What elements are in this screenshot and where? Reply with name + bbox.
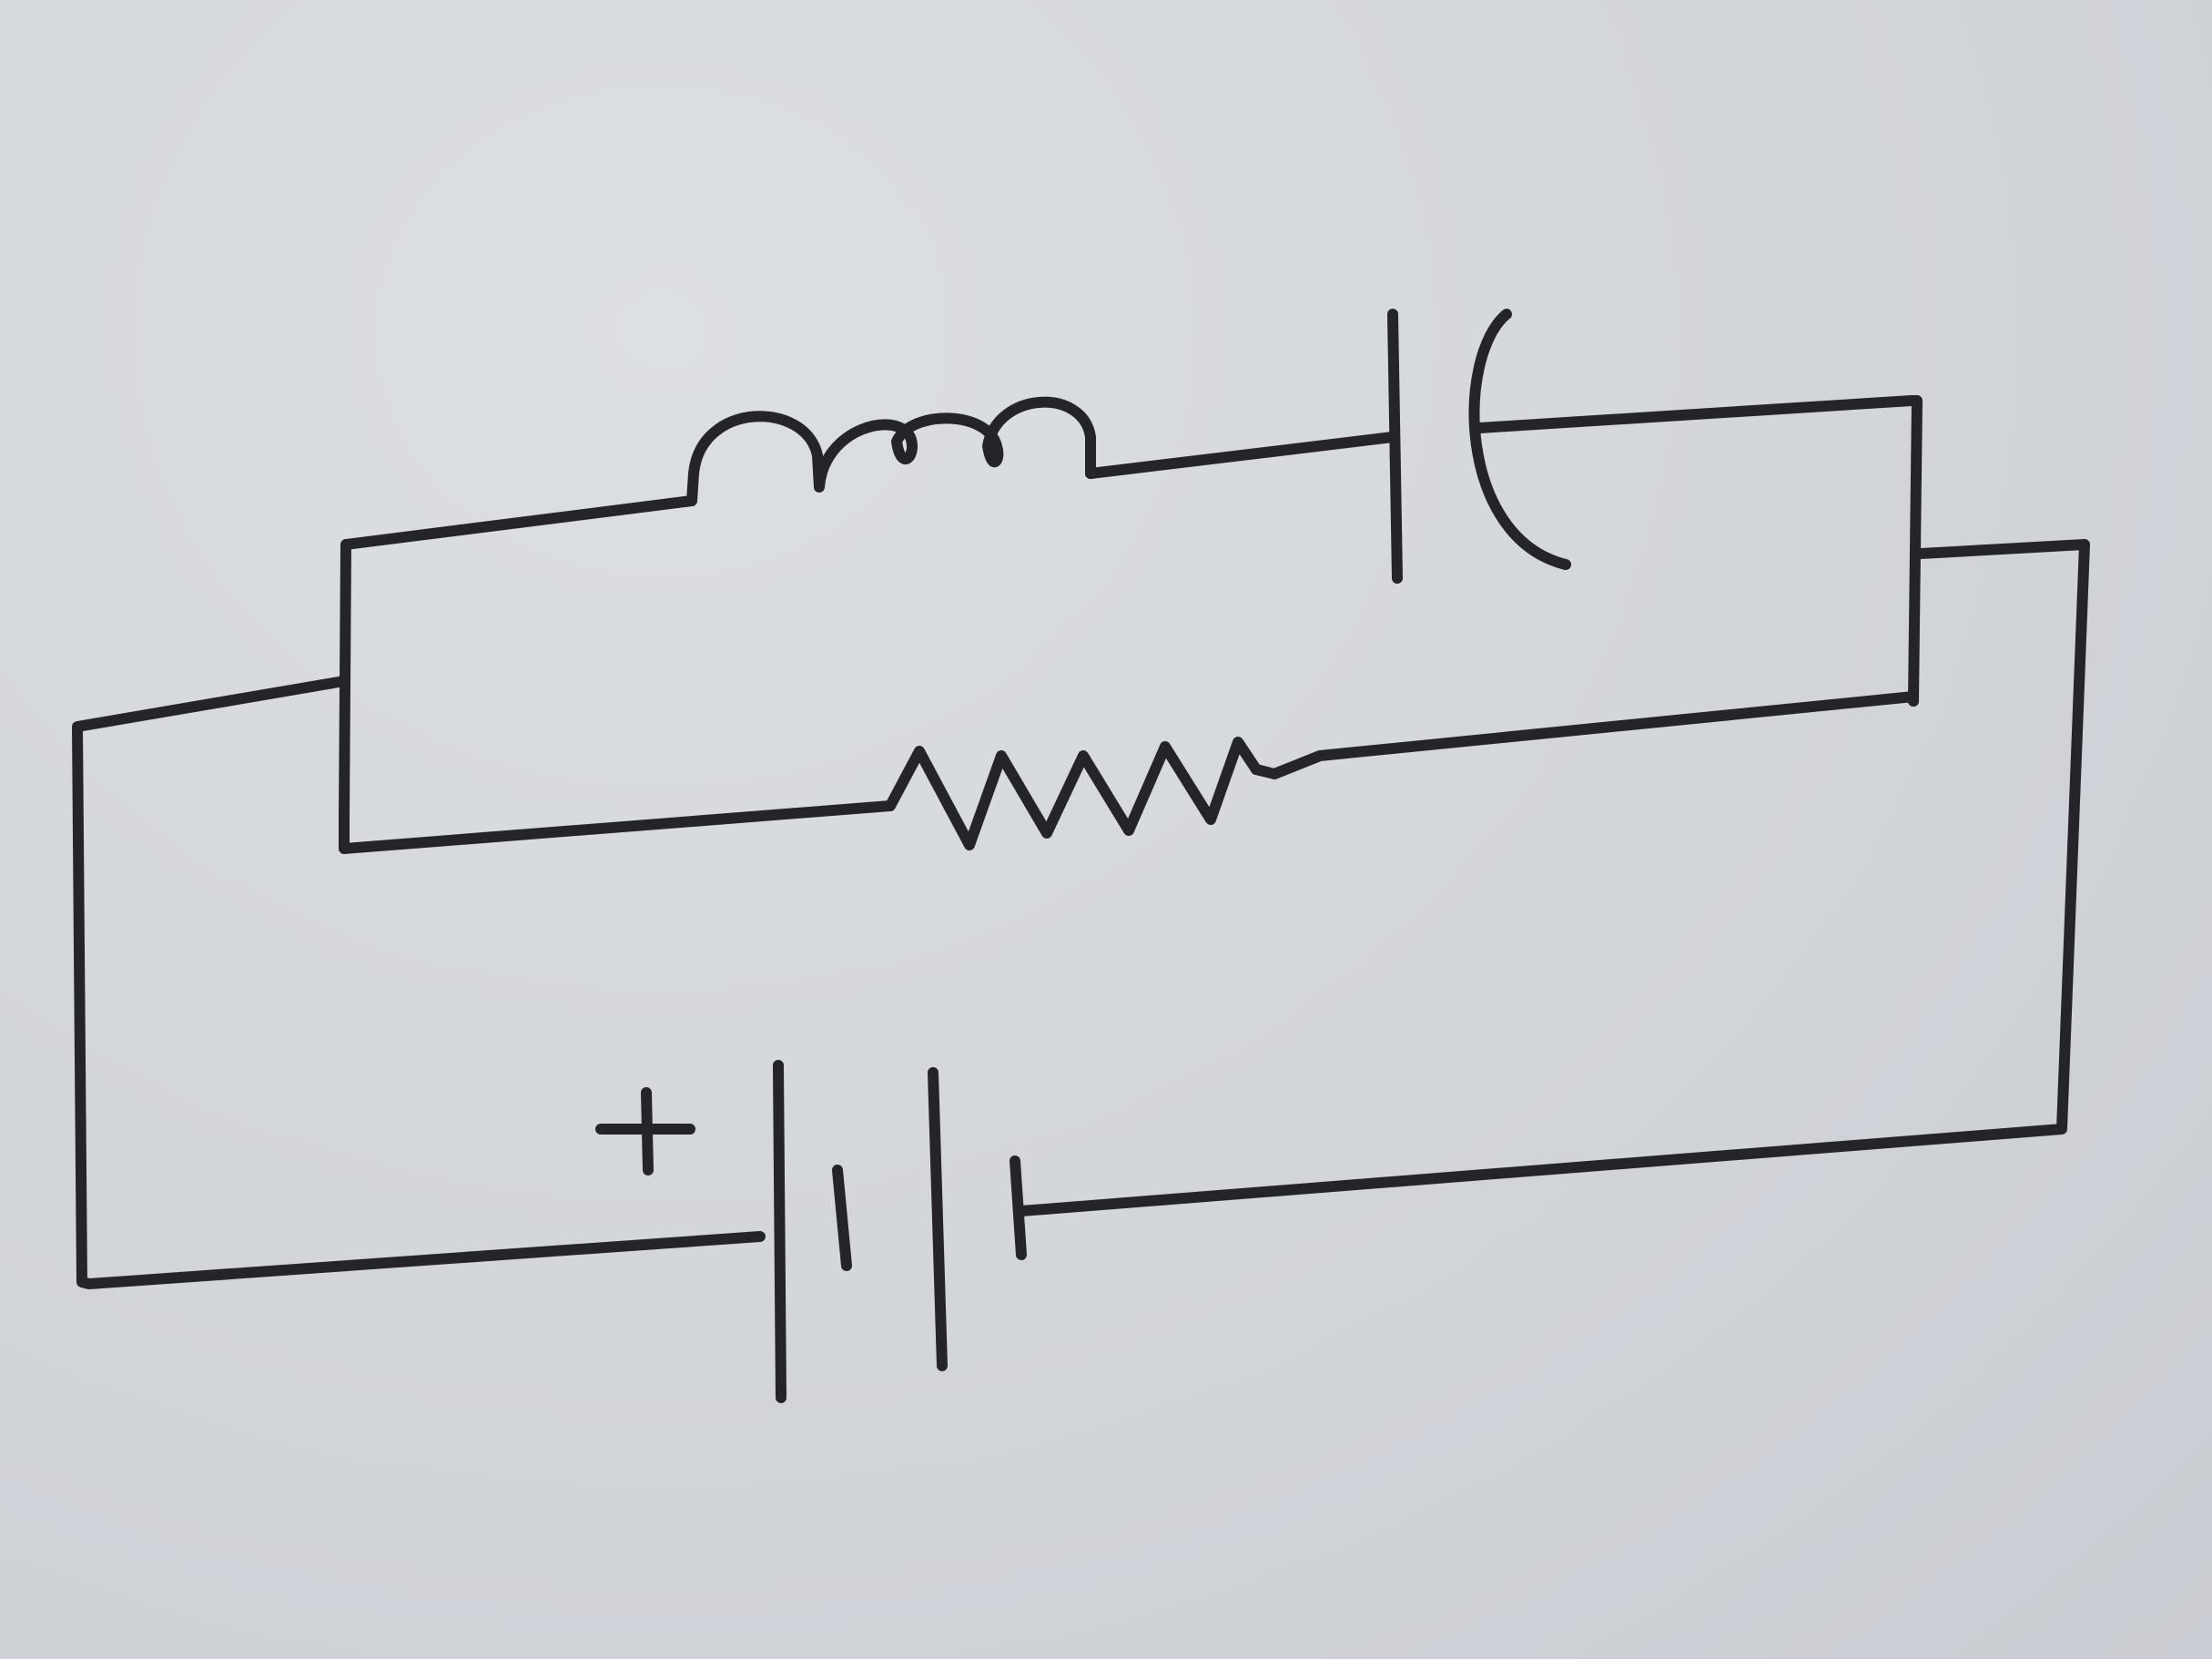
capacitor-curved-plate bbox=[1475, 314, 1566, 565]
wire-lower-right bbox=[1256, 697, 1913, 774]
wire-upper-left bbox=[344, 501, 692, 819]
wire-inductor-capacitor bbox=[1091, 437, 1393, 473]
wire-outer-left bbox=[77, 681, 760, 1284]
battery-long-plate-2 bbox=[933, 1073, 942, 1366]
resistor-symbol bbox=[890, 742, 1256, 845]
wire-outer-right bbox=[1021, 545, 2085, 1211]
capacitor-flat-plate bbox=[1393, 314, 1397, 578]
wire-lower-left bbox=[344, 806, 890, 849]
battery-polarity-label: + bbox=[592, 1064, 676, 1180]
battery-long-plate-1 bbox=[778, 1065, 781, 1398]
inductor-symbol bbox=[692, 402, 1091, 501]
battery-short-plate-1 bbox=[837, 1170, 847, 1266]
